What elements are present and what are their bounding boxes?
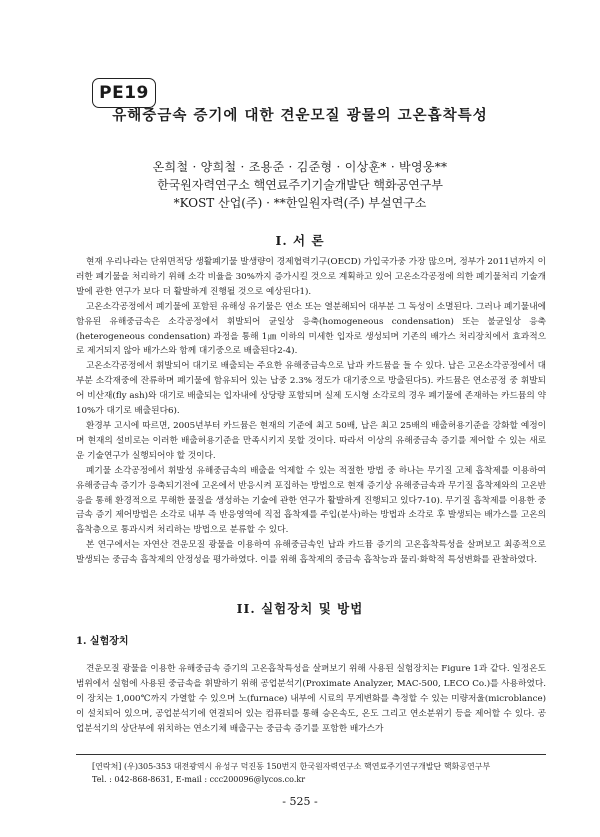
paper-title: 유해중금속 증기에 대한 견운모질 광물의 고온흡착특성 [112, 107, 488, 124]
intro-paragraph: 본 연구에서는 자연산 견운모질 광물을 이용하여 유해중금속인 납과 카드뮴 증기의 고온흡착특성을 살펴보고 최종적으로 발생되는 중금속 흡착제의 안정성을 평가하였다. 이를 위해 흡착제의 중금속 흡착능과 물리·화학적 특성변화를 관찰하였다. [76, 540, 546, 566]
apparatus-body [76, 662, 546, 737]
intro-paragraph: 고온소각공정에서 폐기물에 포함된 유해성 유기물은 연소 또는 열분해되어 대부분 그 독성이 소멸된다. 그러나 폐기물내에 함유된 유해중금속은 소각공정에서 휘발되어 균일상 응축(homogeneous condensation) 또는 불균일상 응축(heterogeneous condensation) 과정을 통해 1㎛ 이하의 미세한 입자로 생성되며 기존의 배가스 처리장치에서 효과적으로 제거되지 않아 배가스와 함께 대기중으로 배출된다2-4). [76, 301, 546, 357]
paper-code-badge: PE19 [92, 78, 156, 108]
footer-divider [76, 754, 546, 755]
section-heading-methods: II. 실험장치 및 방법 [236, 601, 364, 616]
apparatus-paragraph: 견운모질 광물을 이용한 유해중금속 증기의 고온흡착특성을 살펴보기 위해 사용된 실험장치는 Figure 1과 같다. 일정온도범위에서 실험에 사용된 중금속을 휘발하기 위해 공업분석기(Proximate Analyzer, MAC-500, LECO Co.)를 사용하였다. 이 장치는 1,000℃까지 가열할 수 있으며 노(furnace) 내부에 시료의 무게변화를 측정할 수 있는 미량저울(microblance)이 설치되어 있으며, 공업분석기에 연결되어 있는 컴퓨터를 통해 승온속도, 온도 그리고 연소분위기 등을 제어할 수 있다. 공업분석기의 상단부에 위치하는 연소기체 배출구는 중금속 증기를 포함한 배가스가 [76, 664, 546, 734]
contact-address: [연락처] (우)305-353 대전광역시 유성구 덕진동 150번지 한국원자력연구소 핵연료주기연구개발단 핵화공연구부 [92, 762, 491, 771]
contact-phone-email: Tel. : 042-868-8631, E-mail : ccc200096@lycos.co.kr [92, 775, 306, 784]
intro-paragraph: 폐기물 소각공정에서 휘발성 유해중금속의 배출을 억제할 수 있는 적절한 방법 중 하나는 무기질 고체 흡착제를 이용하여 유해중금속 증기가 응축되기전에 고온에서 반응시켜 포집하는 방법으로 현재 증기상 유해중금속과 무기질 흡착제와의 고온반응을 통해 환경적으로 무해한 물질을 생성하는 기술에 관한 연구가 활발하게 진행되고 있다7-10). 무기질 흡착제를 이용한 중금속 증기 제어방법은 소각로 내부 즉 반응영역에 직접 흡착제를 주입(분사)하는 방법과 소각로 후 발생되는 배가스를 고온의 흡착층으로 통과시켜 처리하는 방법으로 분류할 수 있다. [76, 465, 546, 536]
section-heading-introduction: I. 서 론 [275, 233, 325, 248]
author-list: 온희철 · 양희철 · 조용준 · 김준형 · 이상훈* · 박영웅** [152, 160, 448, 174]
intro-paragraph: 현재 우리나라는 단위면적당 생활폐기물 발생량이 경제협력기구(OECD) 가입국가중 가장 많으며, 정부가 2011년까지 이러한 폐기물을 처리하기 위해 소각 비율을 30%까지 증가시킬 것으로 계획하고 있어 고온소각공정에 의한 폐기물처리 기술개발에 관한 연구가 보다 더 활발하게 진행될 것으로 예상된다1). [76, 257, 546, 297]
affiliation-secondary: *KOST 산업(주) · **한일원자력(주) 부설연구소 [173, 196, 427, 210]
introduction-body [76, 255, 546, 568]
subsection-heading-apparatus: 1. 실험장치 [76, 636, 129, 647]
intro-paragraph: 고온소각공정에서 휘발되어 대기로 배출되는 주요한 유해중금속으로 납과 카드뮴을 들 수 있다. 납은 고온소각공정에서 대부분 소각재중에 잔류하며 폐기물에 함유되어 있는 납중 2.3% 정도가 대기중으로 방출된다5). 카드뮴은 연소공정 중 휘발되어 비산재(fly ash)와 대기로 배출되는 입자내에 상당량 포함되며 실제 도시형 소각로의 경우 폐기물에 존재하는 카드뮴의 약 10%가 대기로 배출된다6). [76, 361, 546, 417]
page-number: - 525 - [282, 795, 318, 808]
intro-paragraph: 환경부 고시에 따르면, 2005년부터 카드뮴은 현재의 기준에 최고 50배, 납은 최고 25배의 배출허용기준을 강화할 예정이며 현재의 설비로는 이러한 배출허용기준을 만족시키지 못할 것이다. 따라서 이상의 유해중금속 증기를 제어할 수 있는 새로운 기술연구가 실행되어야 할 것이다. [76, 420, 546, 461]
affiliation-primary: 한국원자력연구소 핵연료주기기술개발단 핵화공연구부 [157, 178, 443, 192]
